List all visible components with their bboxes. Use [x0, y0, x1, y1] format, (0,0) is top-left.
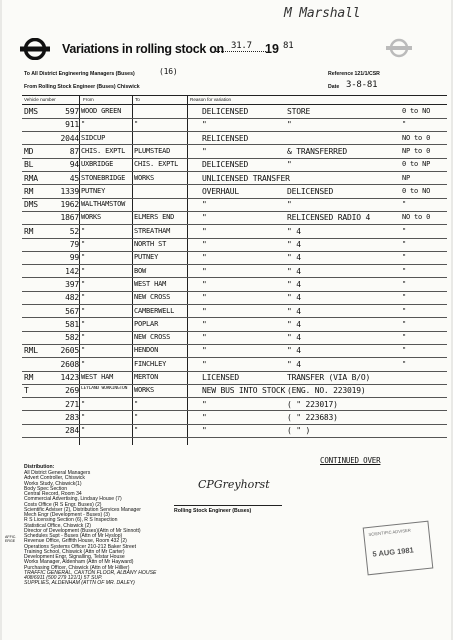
to-garage: WORKS — [134, 386, 155, 395]
row-rule — [22, 397, 447, 398]
vehicle-number: 582 — [65, 333, 79, 343]
from-garage: " — [81, 226, 86, 235]
vehicle-class: RM — [24, 186, 34, 196]
to-garage: " — [134, 426, 139, 435]
vehicle-number: 284 — [65, 426, 79, 436]
to-garage: " — [134, 120, 139, 129]
title-date: 31.7 — [231, 41, 252, 51]
reason-text: " — [202, 306, 207, 316]
licence-code: NP — [402, 173, 411, 182]
to-garage: " — [134, 399, 139, 408]
date-dotted-line — [216, 51, 266, 52]
distribution-item: Training School, Chiswick (Attn of Mr Carter) — [24, 548, 125, 555]
to-garage: NEW CROSS — [134, 333, 171, 342]
reason-text: " — [202, 333, 207, 343]
reason-text: DELICENSED — [202, 107, 249, 116]
row-rule — [22, 437, 447, 438]
row-rule — [22, 224, 447, 225]
vehicle-class: DMS — [24, 107, 38, 116]
continued-over: CONTINUED OVER — [320, 456, 381, 465]
row-rule — [22, 184, 447, 185]
from-garage: WEST HAM — [81, 373, 114, 381]
reference: Reference 121/1/CSR — [328, 71, 380, 77]
licence-code: " — [402, 359, 407, 368]
from-garage: WALTHAMSTOW — [81, 200, 126, 209]
reason-detail: ( " 223017) — [287, 399, 338, 409]
licence-code: 0 to NO — [402, 186, 431, 195]
col-divider-2 — [132, 95, 133, 445]
vehicle-class: RML — [24, 346, 38, 356]
distribution-item: R S Licensing Section (6), R S Inspection — [24, 517, 118, 524]
vehicle-class: T — [24, 386, 29, 396]
licence-code: " — [402, 266, 407, 275]
reason-text: DELICENSED — [202, 160, 249, 170]
to-line: To All District Engineering Managers (Buses) — [24, 71, 135, 77]
vehicle-number: 2608 — [60, 359, 79, 369]
reason-text: " — [202, 399, 207, 409]
licence-code: " — [402, 306, 407, 315]
distribution-item: Schedules Supt - Buses (Attn of Mr Hyslop) — [24, 533, 123, 539]
distribution-list — [24, 471, 156, 587]
reason-text: " — [202, 200, 207, 210]
row-rule — [22, 371, 447, 372]
vehicle-number: 52 — [69, 226, 79, 236]
distribution-item: TRAFFIC GENERAL, CAXTON FLOOR, ALBANY HOUSE — [24, 569, 157, 576]
vehicle-number: 94 — [69, 160, 79, 170]
from-garage: PUTNEY — [81, 186, 106, 195]
reason-detail: " 4 — [287, 240, 301, 249]
row-rule — [22, 118, 447, 119]
licence-code: " — [402, 346, 407, 355]
from-garage: WORKS — [81, 213, 102, 222]
from-garage: SIDCUP — [81, 133, 106, 142]
row-rule — [22, 211, 447, 212]
to-garage: FINCHLEY — [134, 359, 167, 368]
col-header-to: To — [135, 97, 140, 102]
reason-detail: STORE — [287, 107, 311, 116]
reason-detail: " — [287, 120, 292, 130]
reason-text: " — [202, 213, 207, 223]
vehicle-number: 1867 — [60, 213, 79, 223]
to-garage: NEW CROSS — [134, 293, 171, 302]
row-rule — [22, 304, 447, 305]
to-garage: CAMBERWELL — [134, 306, 175, 315]
licence-code: " — [402, 319, 407, 328]
row-rule — [22, 238, 447, 239]
distribution-item: Works Study, Chiswick(1) — [24, 480, 82, 487]
licence-code: NO to 0 — [402, 213, 431, 222]
distribution-item: Purchasing Officer, Chiswick (Attn of Mr Hillier) — [24, 564, 130, 571]
document-page — [2, 0, 451, 640]
from-garage: " — [81, 266, 86, 275]
reason-detail: DELICENSED — [287, 186, 334, 196]
licence-code: 0 to NO — [402, 107, 431, 115]
col-header-from: From — [83, 97, 94, 102]
to-garage: " — [134, 412, 139, 421]
distribution-item: Central Record, Room 34 — [24, 491, 82, 497]
reason-text: " — [202, 146, 207, 156]
reason-detail: RELICENSED RADIO 4 — [287, 213, 371, 223]
from-garage: " — [81, 253, 86, 262]
from-garage: STONEBRIDGE — [81, 173, 126, 182]
reason-detail: " 4 — [287, 279, 301, 289]
distribution-item: Operations Systems Officer 210-212 Baker Street — [24, 543, 137, 550]
distribution-item: Development Engr, Signalling, Telstar House — [24, 554, 125, 560]
from-garage: " — [81, 279, 86, 288]
reason-detail: " 4 — [287, 266, 301, 276]
reason-detail: TRANSFER (VIA B/O) — [287, 373, 371, 382]
row-rule — [22, 171, 447, 172]
from-garage: " — [81, 293, 86, 302]
from-garage: " — [81, 333, 86, 342]
reason-text: " — [202, 426, 207, 436]
distribution-item: Statistical Office, Chiswick (2) — [24, 522, 91, 529]
distribution-item: Scientific Adviser (2), Distribution Services Manager — [24, 506, 141, 513]
col-divider-3 — [187, 95, 188, 445]
vehicle-number: 597 — [65, 107, 79, 116]
row-rule — [22, 291, 447, 292]
to-garage: ELMERS END — [134, 213, 175, 222]
vehicle-number: 269 — [65, 386, 79, 396]
licence-code: " — [402, 200, 407, 209]
distribution-item: Advert Controller, Chiswick — [24, 475, 85, 482]
vehicle-class: RMA — [24, 173, 38, 183]
col-header-reason: Reason for variation — [190, 97, 232, 102]
row-rule — [22, 331, 447, 332]
from-garage: " — [81, 359, 86, 368]
licence-code: " — [402, 333, 407, 342]
licence-code: NO to 0 — [402, 133, 431, 142]
title-year: 81 — [283, 41, 294, 51]
row-rule — [22, 198, 447, 199]
watermark-logo-icon — [385, 38, 413, 58]
table-header-rule — [22, 104, 447, 105]
row-rule — [22, 158, 447, 159]
reason-text: " — [202, 346, 207, 356]
corner-signature: M Marshall — [284, 6, 361, 21]
date-label: Date — [328, 84, 340, 90]
roundel-logo-icon — [19, 38, 51, 60]
reason-text: RELICENSED — [202, 133, 249, 143]
from-garage: UXBRIDGE — [81, 160, 114, 169]
vehicle-number: 911 — [65, 120, 79, 130]
vehicle-number: 1339 — [60, 186, 79, 196]
distribution-item: Revenue Office, Griffith House, Room 432 (2) — [24, 538, 127, 545]
vehicle-number: 2044 — [60, 133, 79, 143]
reason-text: " — [202, 253, 207, 263]
to-garage: BOW — [134, 266, 147, 275]
vehicle-number: 271 — [65, 399, 79, 409]
signature-rule — [174, 505, 282, 506]
engineer-signature: CPGreyhorst — [198, 478, 270, 491]
distribution-item: Works Manager, Aldenham (Attn of Mr Hayward) — [24, 559, 134, 566]
to-garage: WEST HAM — [134, 279, 167, 288]
row-rule — [22, 317, 447, 318]
vehicle-number: 2605 — [60, 346, 79, 356]
vehicle-class: MD — [24, 146, 34, 156]
to-garage: PUTNEY — [134, 253, 159, 262]
reason-detail: " — [287, 160, 292, 170]
licence-code: " — [402, 226, 407, 235]
from-garage: " — [81, 306, 86, 315]
table-top-rule — [22, 95, 447, 96]
from-garage: " — [81, 346, 86, 355]
vehicle-class: DMS — [24, 200, 38, 210]
distribution-title: Distribution: — [24, 464, 55, 470]
reason-text: NEW BUS INTO STOCK — [202, 386, 286, 396]
stamp-date: 5 AUG 1981 — [372, 545, 415, 559]
col-divider-1 — [79, 95, 80, 445]
from-garage: " — [81, 240, 86, 248]
reason-detail: " 4 — [287, 293, 301, 303]
reason-text: " — [202, 120, 207, 130]
from-garage: " — [81, 399, 86, 408]
received-stamp — [363, 521, 434, 576]
vehicle-number: 87 — [69, 146, 79, 156]
row-rule — [22, 277, 447, 278]
to-garage: PLUMSTEAD — [134, 146, 171, 155]
row-rule — [22, 344, 447, 345]
vehicle-number: 142 — [65, 266, 79, 276]
vehicle-number: 567 — [65, 306, 79, 316]
licence-code: " — [402, 293, 407, 302]
date-value: 3-8-81 — [346, 80, 378, 90]
reason-text: " — [202, 293, 207, 303]
licence-code: " — [402, 279, 407, 288]
distribution-item: Commercial Advertising, Lindsay House (7) — [24, 496, 122, 503]
row-rule — [22, 410, 447, 411]
distribution-item: Mech Engr (Development - Buses) (3) — [24, 512, 110, 518]
to-garage: STREATHAM — [134, 226, 171, 235]
reason-text: " — [202, 319, 207, 329]
reason-detail: " 4 — [287, 333, 301, 343]
from-garage: WOOD GREEN — [81, 107, 122, 115]
vehicle-class: RM — [24, 373, 34, 382]
to-number: (16) — [159, 67, 178, 76]
reason-detail: (ENG. NO. 223019) — [287, 386, 366, 396]
reason-detail: " — [287, 200, 292, 210]
reason-text: " — [202, 266, 207, 276]
licence-code: " — [402, 240, 407, 248]
vehicle-number: 283 — [65, 412, 79, 422]
to-garage: MERTON — [134, 373, 159, 381]
reason-detail: " 4 — [287, 319, 301, 329]
from-line: From Rolling Stock Engineer (Buses) Chiswick — [24, 84, 140, 90]
distribution-item: SUPPLIES, ALDENHAM (ATTN OF MR. DALEY) — [24, 580, 135, 587]
vehicle-number: 1423 — [60, 373, 79, 382]
reason-detail: ( " 223683) — [287, 412, 338, 422]
distribution-item: 408/6911 (500 279 121/1) 5T SUP. — [24, 575, 103, 581]
vehicle-number: 581 — [65, 319, 79, 329]
vehicle-number: 482 — [65, 293, 79, 303]
reason-text: " — [202, 226, 207, 236]
distribution-item: Costs Office (R S Engr. Buses) (2) — [24, 501, 102, 508]
to-garage: POPLAR — [134, 319, 159, 328]
row-rule — [22, 264, 447, 265]
reason-detail: " 4 — [287, 253, 301, 263]
reason-detail: & TRANSFERRED — [287, 146, 348, 156]
from-garage: " — [81, 412, 86, 421]
licence-code: " — [402, 253, 407, 262]
reason-detail: " 4 — [287, 306, 301, 316]
reason-detail: " 4 — [287, 359, 301, 369]
to-garage: HENDON — [134, 346, 159, 355]
vehicle-number: 79 — [69, 240, 79, 249]
reason-text: OVERHAUL — [202, 186, 239, 196]
row-rule — [22, 144, 447, 145]
reason-text: LICENSED — [202, 373, 239, 382]
reason-text: " — [202, 240, 207, 249]
to-garage: CHIS. EXPTL — [134, 160, 179, 169]
distribution-item: All District General Managers — [24, 470, 91, 476]
vehicle-number: 397 — [65, 279, 79, 289]
col-header-vehicle: Vehicle number — [24, 97, 56, 102]
title-year-prefix: 19 — [265, 42, 279, 56]
from-garage: LEYLAND WORKINGTON — [81, 386, 128, 392]
reason-text: " — [202, 412, 207, 422]
from-garage: " — [81, 426, 86, 435]
row-rule — [22, 251, 447, 252]
licence-code: NP to 0 — [402, 146, 431, 155]
vehicle-class: BL — [24, 160, 34, 170]
signature-caption: Rolling Stock Engineer (Buses) — [174, 508, 252, 514]
vehicle-number: 1962 — [60, 200, 79, 210]
vehicle-number: 45 — [69, 173, 79, 183]
to-garage: NORTH ST — [134, 240, 167, 248]
side-note: AFFIC. ERGE — [5, 535, 17, 543]
page-title: Variations in rolling stock on — [62, 42, 224, 56]
distribution-item: Body Spec Section — [24, 485, 68, 492]
vehicle-number: 99 — [69, 253, 79, 263]
distribution-item: Director of Development (Buses)(Attn of Mr Sinnott) — [24, 527, 141, 534]
row-rule — [22, 384, 447, 385]
licence-code: 0 to NP — [402, 160, 431, 169]
stamp-top: SCIENTIFIC ADVISER — [368, 527, 412, 538]
row-rule — [22, 131, 447, 132]
reason-detail: ( " ) — [287, 426, 311, 436]
from-garage: " — [81, 120, 86, 129]
row-rule — [22, 357, 447, 358]
from-garage: CHIS. EXPTL — [81, 146, 126, 155]
reason-text: " — [202, 279, 207, 289]
licence-code: " — [402, 120, 407, 129]
reason-detail: " 4 — [287, 226, 301, 236]
reason-text: " — [202, 359, 207, 369]
reason-text: UNLICENSED TRANSFER — [202, 173, 290, 183]
vehicle-class: RM — [24, 226, 34, 236]
reason-detail: " 4 — [287, 346, 301, 356]
from-garage: " — [81, 319, 86, 328]
to-garage: WORKS — [134, 173, 155, 182]
row-rule — [22, 424, 447, 425]
